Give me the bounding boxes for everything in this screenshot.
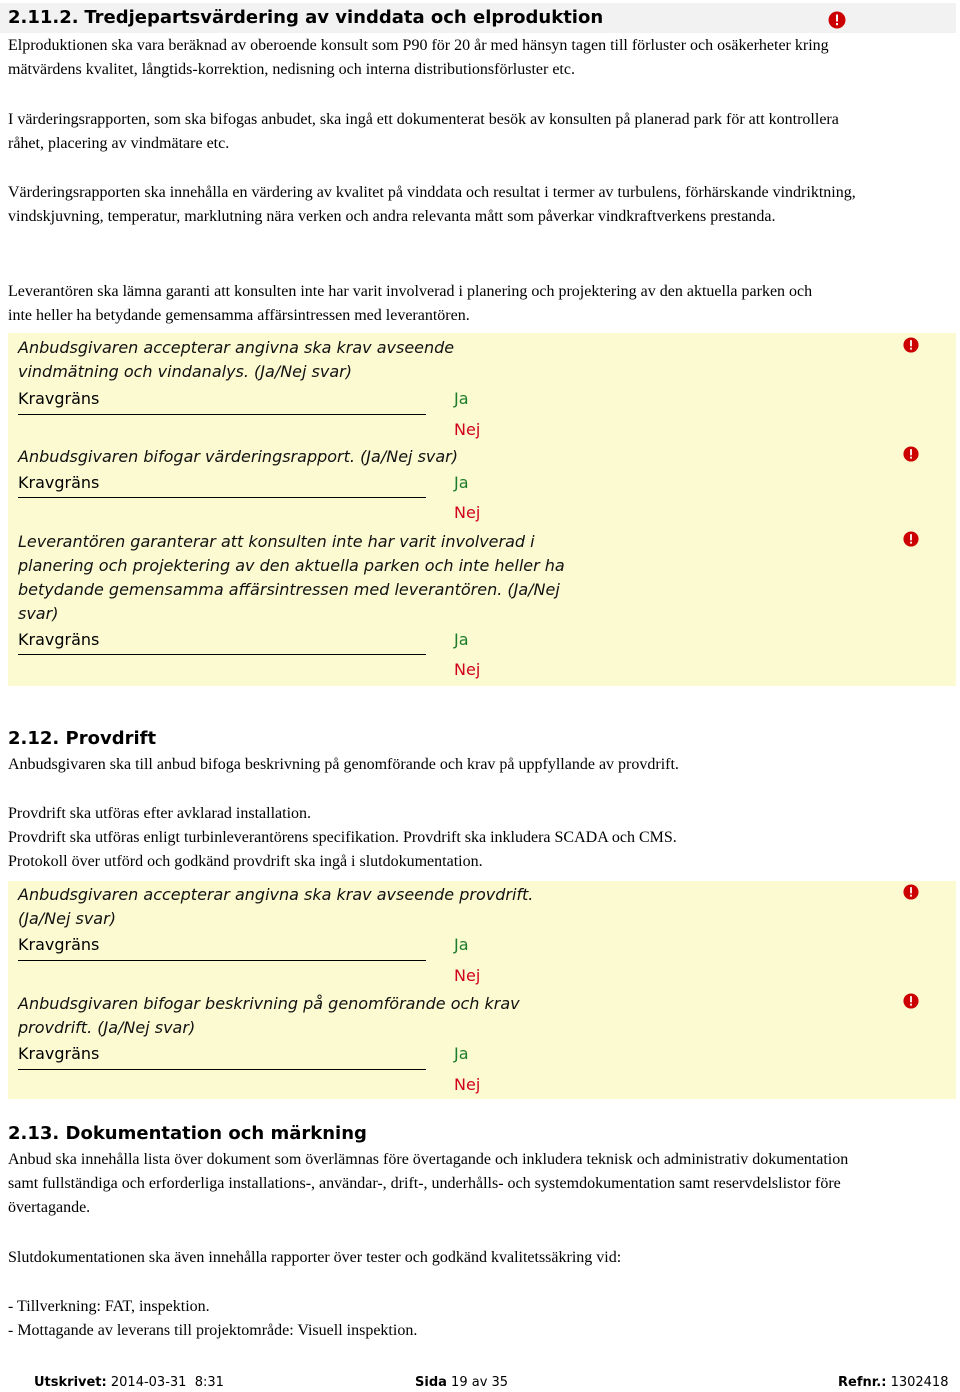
requirements-box (8, 333, 956, 686)
requirement-question: Leverantören garanterar att konsulten inte har varit involverad i planering och projektering av den aktuella parken och inte heller ha betydande gemensamma affärsintressen med leverantören. (Ja/Nej svar) (18, 532, 565, 623)
alert-icon (903, 531, 919, 547)
paragraph: Provdrift ska utföras efter avklarad installation. (8, 805, 312, 822)
kravgrans-line (18, 960, 426, 961)
alert-icon (903, 446, 919, 462)
requirement-question: Anbudsgivaren bifogar beskrivning på genomförande och krav provdrift. (Ja/Nej svar) (18, 994, 520, 1037)
kravgrans-line (18, 414, 426, 415)
section-title: Provdrift (65, 728, 157, 749)
kravgrans-line (18, 1069, 426, 1070)
answer-no-option[interactable]: Nej (454, 420, 481, 439)
alert-icon (903, 337, 919, 353)
alert-icon (828, 11, 844, 27)
kravgrans-label: Kravgräns (18, 630, 100, 649)
answer-yes-option[interactable]: Ja (454, 389, 469, 408)
page-value: 19 av 35 (451, 1375, 509, 1390)
ref-value: 1302418 (890, 1375, 949, 1390)
printed-label: Utskrivet: (34, 1375, 107, 1390)
kravgrans-line (18, 654, 426, 655)
paragraph: - Tillverkning: FAT, inspektion. (8, 1298, 210, 1315)
page-footer (0, 1374, 960, 1392)
kravgrans-label: Kravgräns (18, 473, 100, 492)
kravgrans-label: Kravgräns (18, 389, 100, 408)
alert-icon (903, 993, 919, 1009)
requirement-question: Anbudsgivaren accepterar angivna ska krav avseende vindmätning och vindanalys. (Ja/Nej svar) (18, 338, 455, 381)
printed-value: 2014-03-31 8:31 (110, 1375, 224, 1390)
kravgrans-line (18, 497, 426, 498)
kravgrans-label: Kravgräns (18, 935, 100, 954)
paragraph: Elproduktionen ska vara beräknad av oberoende konsult som P90 för 20 år med hänsyn tagen till förluster och osäkerheter kring mätvärdens kvalitet, långtids-korrektion, nedisning och interna distributionsförluster etc. (8, 37, 829, 78)
section-number: 2.13. (8, 1123, 60, 1144)
paragraph: Anbud ska innehålla lista över dokument som överlämnas före övertagande och inkludera teknisk och administrativ dokumentation samt fullständiga och erforderliga installations-, användar-, drift-, underhålls- och systemdokumentation samt reservdelslistor före övertagande. (8, 1151, 849, 1216)
paragraph: Slutdokumentationen ska även innehålla rapporter över tester och godkänd kvalitetssäkring vid: (8, 1249, 622, 1266)
kravgrans-label: Kravgräns (18, 1044, 100, 1063)
paragraph: Leverantören ska lämna garanti att konsulten inte har varit involverad i planering och projektering av den aktuella parken och inte heller ha betydande gemensamma affärsintressen med leverantören. (8, 283, 813, 324)
paragraph: I värderingsrapporten, som ska bifogas anbudet, ska ingå ett dokumenterat besök av konsulten på planerad park för att kontrollera råhet, placering av vindmätare etc. (8, 111, 839, 152)
printed-date (34, 1374, 224, 1392)
paragraph: Provdrift ska utföras enligt turbinleverantörens specifikation. Provdrift ska inkludera SCADA och CMS. (8, 829, 677, 846)
answer-no-option[interactable]: Nej (454, 660, 481, 679)
requirement-question: Anbudsgivaren bifogar värderingsrapport. (Ja/Nej svar) (18, 447, 458, 466)
section-heading-2-11-2 (0, 3, 956, 33)
answer-no-option[interactable]: Nej (454, 1075, 481, 1094)
requirements-box (8, 881, 956, 1099)
requirement-question: Anbudsgivaren accepterar angivna ska krav avseende provdrift. (Ja/Nej svar) (18, 885, 534, 928)
alert-icon (903, 884, 919, 900)
answer-yes-option[interactable]: Ja (454, 630, 469, 649)
answer-yes-option[interactable]: Ja (454, 473, 469, 492)
answer-no-option[interactable]: Nej (454, 966, 481, 985)
paragraph: Anbudsgivaren ska till anbud bifoga beskrivning på genomförande och krav på uppfyllande av provdrift. (8, 756, 679, 773)
ref-label: Refnr.: (838, 1375, 887, 1390)
answer-no-option[interactable]: Nej (454, 503, 481, 522)
section-title: Tredjepartsvärdering av vinddata och elproduktion (84, 7, 604, 28)
section-number: 2.12. (8, 728, 60, 749)
answer-yes-option[interactable]: Ja (454, 1044, 469, 1063)
section-number: 2.11.2. (8, 7, 79, 28)
reference-number (838, 1374, 948, 1392)
section-title: Dokumentation och märkning (65, 1123, 367, 1144)
paragraph: - Mottagande av leverans till projektområde: Visuell inspektion. (8, 1322, 418, 1339)
answer-yes-option[interactable]: Ja (454, 935, 469, 954)
paragraph: Protokoll över utförd och godkänd provdrift ska ingå i slutdokumentation. (8, 853, 483, 870)
page-label: Sida (415, 1375, 447, 1390)
page-indicator (415, 1374, 508, 1392)
paragraph: Värderingsrapporten ska innehålla en värdering av kvalitet på vinddata och resultat i termer av turbulens, förhärskande vindriktning, vindskjuvning, temperatur, marklutning nära verken och andra relevanta mått som påverkar vindkraftverkens prestanda. (8, 184, 856, 225)
section-heading-2-13 (0, 1119, 956, 1149)
section-heading-2-12 (0, 724, 956, 754)
